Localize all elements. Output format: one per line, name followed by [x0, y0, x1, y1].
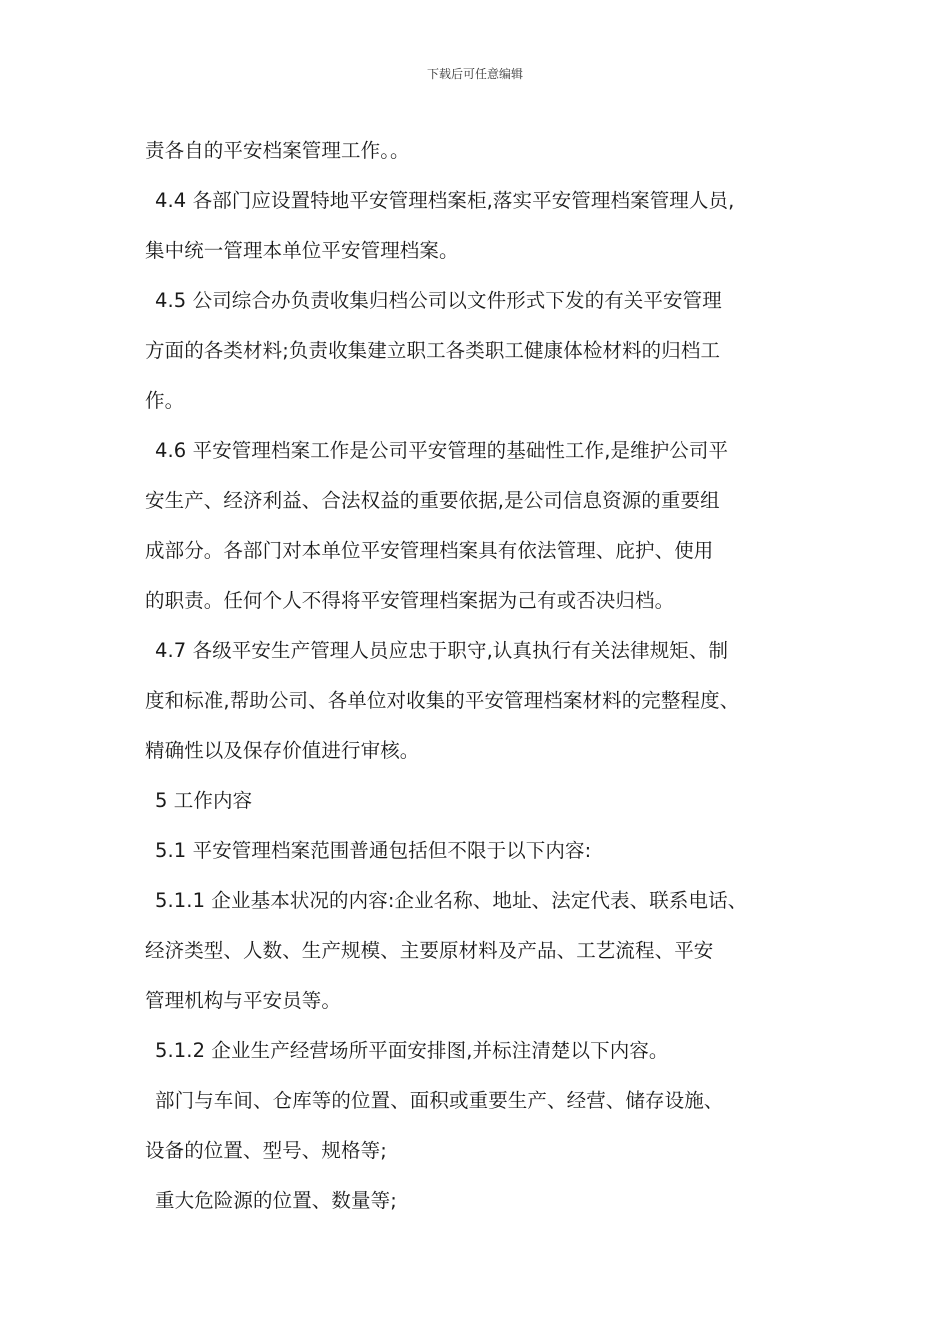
- paragraph-line: 管理机构与平安员等。: [145, 989, 342, 1012]
- paragraph-line: 5.1.2 企业生产经营场所平面安排图,并标注清楚以下内容。: [155, 1039, 669, 1062]
- paragraph-line: 5.1.1 企业基本状况的内容:企业名称、地址、法定代表、联系电话、: [155, 889, 748, 912]
- paragraph-line: 的职责。任何个人不得将平安管理档案据为己有或否决归档。: [145, 589, 675, 612]
- paragraph-line: 重大危险源的位置、数量等;: [155, 1189, 397, 1212]
- paragraph-line: 4.4 各部门应设置特地平安管理档案柜,落实平安管理档案管理人员,: [155, 189, 735, 212]
- paragraph-line: 方面的各类材料;负责收集建立职工各类职工健康体检材料的归档工: [145, 339, 721, 362]
- section-heading: 5 工作内容: [155, 789, 253, 812]
- paragraph-line: 设备的位置、型号、规格等;: [145, 1139, 387, 1162]
- paragraph-line: 部门与车间、仓库等的位置、面积或重要生产、经营、储存设施、: [155, 1089, 724, 1112]
- paragraph-line: 5.1 平安管理档案范围普通包括但不限于以下内容:: [155, 839, 592, 862]
- paragraph-line: 度和标准,帮助公司、各单位对收集的平安管理档案材料的完整程度、: [145, 689, 740, 712]
- paragraph-line: 作。: [145, 389, 185, 412]
- paragraph-line: 责各自的平安档案管理工作。。: [145, 139, 410, 162]
- paragraph-line: 集中统一管理本单位平安管理档案。: [145, 239, 459, 262]
- paragraph-line: 4.7 各级平安生产管理人员应忠于职守,认真执行有关法律规矩、制: [155, 639, 729, 662]
- paragraph-line: 精确性以及保存价值进行审核。: [145, 739, 420, 762]
- document-body: [145, 126, 825, 1226]
- paragraph-line: 经济类型、人数、生产规模、主要原材料及产品、工艺流程、平安: [145, 939, 714, 962]
- paragraph-line: 4.5 公司综合办负责收集归档公司以文件形式下发的有关平安管理: [155, 289, 722, 312]
- page-header: 下载后可任意编辑: [426, 67, 523, 81]
- paragraph-line: 4.6 平安管理档案工作是公司平安管理的基础性工作,是维护公司平: [155, 439, 729, 462]
- paragraph-line: 安生产、经济利益、合法权益的重要依据,是公司信息资源的重要组: [145, 489, 720, 512]
- paragraph-line: 成部分。各部门对本单位平安管理档案具有依法管理、庇护、使用: [145, 539, 714, 562]
